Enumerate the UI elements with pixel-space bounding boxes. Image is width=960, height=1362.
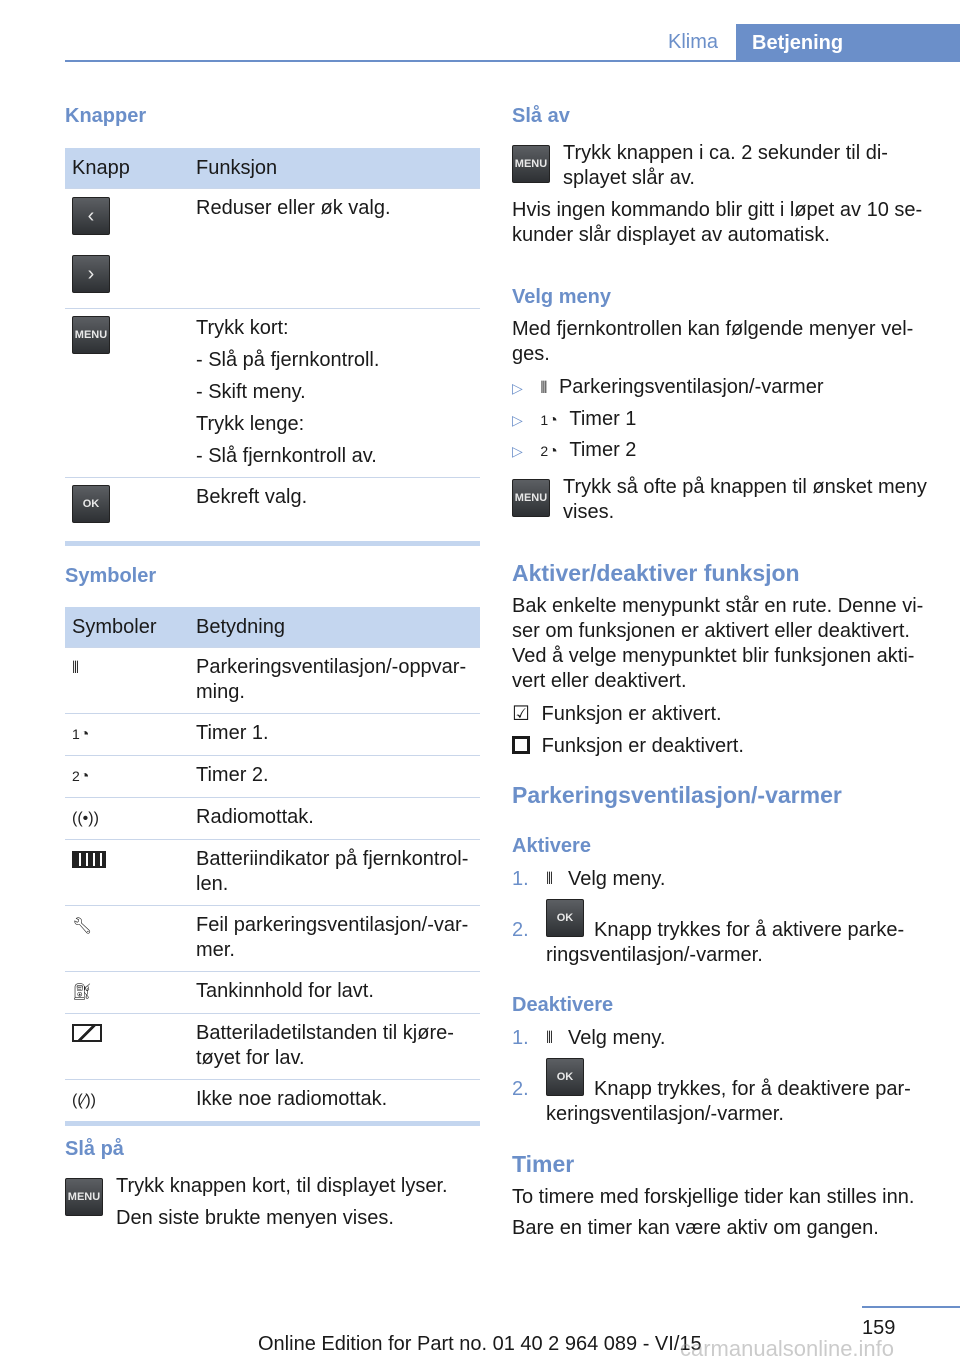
heater-icon: ⦀ [546, 871, 554, 888]
list-item: 1. ⦀ Velg meny. [512, 868, 666, 890]
symbol-meaning: Batteriindikator på fjernkontrol-len. [189, 840, 480, 906]
checkbox-checked-icon: ☑︎ [512, 703, 530, 725]
table-row [65, 798, 480, 840]
table-row [65, 189, 480, 309]
knapper-heading: Knapper [65, 105, 147, 127]
sla-pa-text: Trykk knappen kort, til displayet lyser. [116, 1175, 448, 1197]
deaktivere-heading: Deaktivere [512, 994, 614, 1016]
symbol-meaning: Ikke noe radiomottak. [189, 1080, 480, 1124]
symbol-meaning: Tankinnhold for lavt. [189, 972, 480, 1014]
bullet-triangle-icon: ▷ [512, 443, 523, 459]
table-row [65, 1014, 480, 1080]
bullet-triangle-icon: ▷ [512, 412, 523, 428]
ok-button-icon: OK [546, 899, 584, 937]
list-item: ☑︎ Funksjon er aktivert. [512, 703, 722, 725]
table-row [65, 648, 480, 714]
aktiver-heading: Aktiver/deaktiver funksjon [512, 560, 800, 586]
header-rule [65, 60, 960, 62]
heater-icon: ⦀ [546, 1030, 554, 1047]
symbol-meaning: Feil parkeringsventilasjon/-var-mer. [189, 906, 480, 972]
timer2-icon: 2◔ [540, 443, 558, 460]
tab-klima: Klima [667, 30, 718, 53]
list-item: ▷ ⦀ Parkeringsventilasjon/-varmer [512, 376, 824, 398]
velg-meny-heading: Velg meny [512, 286, 611, 308]
ok-button-icon: OK [546, 1058, 584, 1096]
menu-line: Trykk lenge: [196, 413, 305, 435]
table-row [65, 714, 480, 756]
table-row [65, 972, 480, 1014]
park-heading: Parkeringsventilasjon/-varmer [512, 782, 842, 808]
aktiver-text: Bak enkelte menypunkt står en rute. Denne vi-ser om funksjonen er aktivert eller deaktivert. Ved å velge menypunktet blir funksjonen akti-vert eller deaktivert. [512, 595, 924, 692]
checkbox-unchecked-icon [512, 736, 530, 754]
symbol-meaning: Radiomottak. [189, 798, 480, 840]
symboler-heading: Symboler [65, 565, 157, 587]
table-row [65, 840, 480, 906]
heater-icon: ⦀ [72, 660, 80, 677]
list-item: 1. ⦀ Velg meny. [512, 1027, 666, 1049]
bullet-triangle-icon: ▷ [512, 380, 523, 396]
row-reduser: Reduser eller øk valg. [189, 189, 480, 309]
timer2-icon: 2◔ [72, 768, 90, 785]
sla-av-text: Trykk knappen i ca. 2 sekunder til di-splayet slår av. [563, 142, 888, 189]
symboler-table [65, 607, 480, 1126]
table-row [65, 906, 480, 972]
list-item: Funksjon er deaktivert. [512, 734, 744, 759]
menu-button-icon: MENU [512, 479, 550, 517]
timer-heading: Timer [512, 1151, 575, 1177]
menu-button-icon: MENU [65, 1178, 103, 1216]
edition-line: Online Edition for Part no. 01 40 2 964 089 - VI/15 [258, 1333, 702, 1355]
sla-av-heading: Slå av [512, 105, 570, 127]
table-row [65, 478, 480, 544]
list-item: ▷ 2◔ Timer 2 [512, 439, 637, 461]
symbol-meaning: Batteriladetilstanden til kjøre-tøyet for lav. [189, 1014, 480, 1080]
sla-pa-heading: Slå på [65, 1138, 124, 1160]
col-betydning: Betydning [189, 607, 480, 648]
velg-meny-text: Med fjernkontrollen kan følgende menyer vel-ges. [512, 318, 914, 365]
no-signal-icon: ((⁄)) [72, 1092, 96, 1109]
timer1-icon: 1◔ [72, 726, 90, 743]
menu-button-icon: MENU [512, 145, 550, 183]
knapper-table [65, 148, 480, 546]
timer-text-1: To timere med forskjellige tider kan stilles inn. [512, 1186, 915, 1208]
menu-line: - Slå på fjernkontroll. [196, 349, 380, 371]
wrench-icon: 🔧︎ [72, 918, 93, 935]
sla-pa-text-2: Den siste brukte menyen vises. [116, 1207, 394, 1229]
page-number: 159 [862, 1317, 896, 1339]
col-funksjon: Funksjon [189, 148, 480, 189]
footer-rule [862, 1306, 960, 1308]
table-row [65, 1080, 480, 1124]
arrow-left-button-icon: ‹ [72, 197, 110, 235]
symbol-meaning: Parkeringsventilasjon/-oppvar-ming. [189, 648, 480, 714]
battery-icon [72, 851, 106, 868]
menu-line: - Slå fjernkontroll av. [196, 445, 377, 467]
menu-button-icon: MENU [72, 316, 110, 354]
timer-text-2: Bare en timer kan være aktiv om gangen. [512, 1217, 879, 1239]
velg-meny-press: Trykk så ofte på knappen til ønsket meny vises. [563, 476, 927, 523]
antenna-icon: ((•)) [72, 810, 99, 827]
menu-line: Trykk kort: [196, 317, 289, 339]
table-row [65, 309, 480, 478]
arrow-right-button-icon: › [72, 255, 110, 293]
symbol-meaning: Timer 2. [189, 756, 480, 798]
col-knapp: Knapp [65, 148, 189, 189]
fuel-pump-icon: ⛽︎ [72, 984, 93, 1001]
symbol-meaning: Timer 1. [189, 714, 480, 756]
tab-betjening: Betjening [736, 24, 960, 62]
aktivere-heading: Aktivere [512, 835, 591, 857]
timer1-icon: 1◔ [540, 412, 558, 429]
row-bekreft: Bekreft valg. [189, 478, 480, 544]
list-item: ▷ 1◔ Timer 1 [512, 408, 637, 430]
ok-button-icon: OK [72, 485, 110, 523]
menu-line: - Skift meny. [196, 381, 306, 403]
watermark: carmanualsonline.info [680, 1336, 895, 1361]
vehicle-battery-low-icon [72, 1024, 102, 1042]
sla-av-auto: Hvis ingen kommando blir gitt i løpet av 10 se-kunder slår displayet av automatisk. [512, 199, 923, 246]
table-row [65, 756, 480, 798]
col-symboler: Symboler [65, 607, 189, 648]
heater-icon: ⦀ [540, 380, 548, 397]
